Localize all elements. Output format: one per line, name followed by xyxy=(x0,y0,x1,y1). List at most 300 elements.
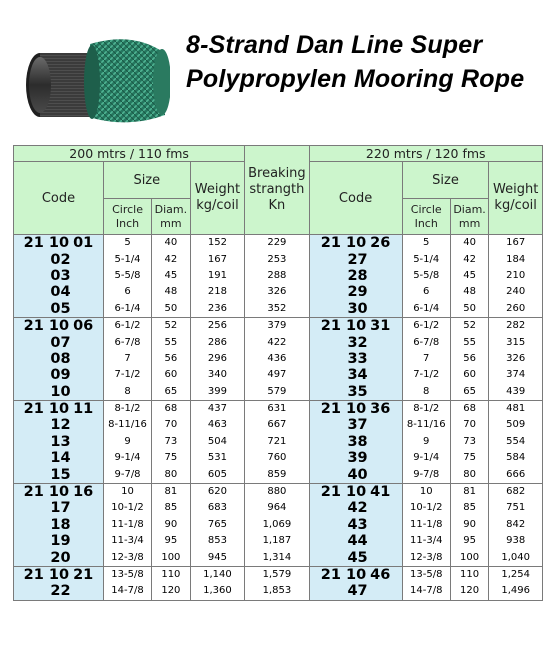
code-prefix: 21 10 xyxy=(320,567,367,583)
breaking-cell: 497 xyxy=(245,367,309,383)
code-cell xyxy=(14,466,104,483)
code-number: 07 xyxy=(50,334,71,351)
diam-label: Diam. xyxy=(154,202,188,216)
breaking-cell: 1,314 xyxy=(245,549,309,566)
weight-cell: 666 xyxy=(489,466,543,483)
table-row xyxy=(14,334,543,350)
code-header-right: Code xyxy=(309,162,402,235)
diam-cell: 50 xyxy=(152,301,191,318)
weight-cell: 236 xyxy=(190,301,245,318)
code-cell xyxy=(309,301,402,318)
weight-cell: 1,040 xyxy=(489,549,543,566)
diam-cell: 68 xyxy=(450,400,489,417)
mm-unit-label: mm xyxy=(160,216,182,230)
weight-cell: 256 xyxy=(190,317,245,334)
page-title xyxy=(186,28,524,96)
kn-unit-label: Kn xyxy=(268,198,286,213)
diam-cell: 95 xyxy=(152,533,191,549)
diam-cell: 73 xyxy=(450,434,489,450)
code-number: 22 xyxy=(50,583,71,600)
breaking-cell: 379 xyxy=(245,317,309,334)
diam-label: Diam. xyxy=(453,202,486,216)
code-number: 37 xyxy=(347,417,368,434)
weight-cell: 1,254 xyxy=(489,566,543,583)
weight-header-right xyxy=(489,162,543,235)
circle-cell: 5 xyxy=(402,235,450,252)
diam-cell: 56 xyxy=(450,351,489,367)
breaking-cell: 1,069 xyxy=(245,517,309,533)
strength-label: strangth xyxy=(249,182,305,197)
code-prefix: 21 10 xyxy=(23,235,70,252)
diam-cell: 80 xyxy=(450,466,489,483)
code-number: 10 xyxy=(50,383,71,400)
table-row xyxy=(14,351,543,367)
diam-cell: 120 xyxy=(152,583,191,600)
code-cell xyxy=(14,417,104,433)
title-line-2: Polypropylen Mooring Rope xyxy=(186,65,525,93)
code-number: 08 xyxy=(50,350,71,367)
code-cell xyxy=(14,566,104,583)
weight-cell: 296 xyxy=(190,351,245,367)
code-prefix: 21 10 xyxy=(320,484,367,501)
weight-cell: 315 xyxy=(489,334,543,350)
diam-header-right xyxy=(450,199,489,235)
row-group xyxy=(14,235,543,318)
weight-cell: 531 xyxy=(190,450,245,466)
weight-cell: 853 xyxy=(190,533,245,549)
breaking-cell: 1,853 xyxy=(245,583,309,600)
weight-cell: 374 xyxy=(489,367,543,383)
breaking-label: Breaking xyxy=(248,166,306,181)
title-line-1: 8-Strand Dan Line Super xyxy=(186,31,483,59)
diam-cell: 73 xyxy=(152,434,191,450)
diam-cell: 68 xyxy=(152,400,191,417)
code-number: 17 xyxy=(50,500,71,517)
weight-label: Weight xyxy=(194,182,241,197)
circle-cell: 10 xyxy=(103,483,151,500)
code-cell xyxy=(309,566,402,583)
code-number: 26 xyxy=(370,235,391,252)
code-cell xyxy=(309,483,402,500)
code-cell xyxy=(309,367,402,383)
code-number: 39 xyxy=(347,450,368,467)
diam-cell: 70 xyxy=(450,417,489,433)
code-prefix: 21 10 xyxy=(320,401,367,418)
size-header-right: Size xyxy=(402,162,489,199)
diam-cell: 100 xyxy=(152,549,191,566)
weight-cell: 1,140 xyxy=(190,566,245,583)
row-group xyxy=(14,566,543,600)
code-cell xyxy=(309,334,402,350)
weight-cell: 481 xyxy=(489,400,543,417)
weight-cell: 938 xyxy=(489,533,543,549)
code-number: 04 xyxy=(50,284,71,301)
code-header-left: Code xyxy=(14,162,104,235)
code-cell xyxy=(309,500,402,516)
code-prefix: 21 10 xyxy=(23,567,70,583)
weight-cell: 620 xyxy=(190,483,245,500)
weight-cell: 218 xyxy=(190,284,245,300)
code-number: 36 xyxy=(370,401,391,418)
circle-label: Circle xyxy=(410,202,442,216)
breaking-cell: 352 xyxy=(245,301,309,318)
code-prefix: 21 10 xyxy=(23,318,70,335)
code-cell xyxy=(14,268,104,284)
code-number: 16 xyxy=(73,484,94,501)
diam-cell: 40 xyxy=(450,235,489,252)
code-cell xyxy=(309,235,402,252)
circle-cell: 10-1/2 xyxy=(402,500,450,516)
code-number: 02 xyxy=(50,251,71,268)
diam-cell: 81 xyxy=(450,483,489,500)
table-row xyxy=(14,517,543,533)
circle-cell: 5-5/8 xyxy=(402,268,450,284)
table-header xyxy=(14,146,543,235)
code-cell xyxy=(309,549,402,566)
weight-cell: 1,360 xyxy=(190,583,245,600)
circle-cell: 9-7/8 xyxy=(402,466,450,483)
code-number: 03 xyxy=(50,267,71,284)
code-number: 34 xyxy=(347,367,368,384)
code-number: 12 xyxy=(50,417,71,434)
diam-cell: 48 xyxy=(450,284,489,300)
circle-label: Circle xyxy=(112,202,143,216)
diam-cell: 90 xyxy=(152,517,191,533)
code-number: 18 xyxy=(50,516,71,533)
diam-cell: 90 xyxy=(450,517,489,533)
diam-cell: 52 xyxy=(450,317,489,334)
circle-cell: 6 xyxy=(103,284,151,300)
circle-cell: 6-1/2 xyxy=(402,317,450,334)
code-prefix: 21 10 xyxy=(23,401,70,418)
diam-cell: 56 xyxy=(152,351,191,367)
code-number: 31 xyxy=(370,318,391,335)
circle-header-left xyxy=(103,199,151,235)
length-left-header: 200 mtrs / 110 fms xyxy=(14,146,245,162)
code-cell xyxy=(14,450,104,466)
code-cell xyxy=(309,268,402,284)
code-number: 05 xyxy=(50,300,71,317)
circle-cell: 9 xyxy=(103,434,151,450)
diam-cell: 55 xyxy=(450,334,489,350)
weight-cell: 152 xyxy=(190,235,245,252)
code-number: 47 xyxy=(347,583,368,600)
table-row xyxy=(14,417,543,433)
weight-cell: 504 xyxy=(190,434,245,450)
circle-cell: 5-1/4 xyxy=(402,251,450,267)
breaking-cell: 1,187 xyxy=(245,533,309,549)
breaking-strength-header xyxy=(245,146,309,235)
diam-cell: 65 xyxy=(152,384,191,401)
code-cell xyxy=(14,483,104,500)
code-cell xyxy=(14,317,104,334)
circle-cell: 8 xyxy=(103,384,151,401)
code-cell xyxy=(309,466,402,483)
diam-cell: 81 xyxy=(152,483,191,500)
code-cell xyxy=(309,434,402,450)
code-cell xyxy=(14,400,104,417)
table-row xyxy=(14,500,543,516)
code-cell xyxy=(14,517,104,533)
code-cell xyxy=(309,317,402,334)
circle-cell: 6-7/8 xyxy=(402,334,450,350)
weight-cell: 605 xyxy=(190,466,245,483)
diam-cell: 95 xyxy=(450,533,489,549)
code-cell xyxy=(309,583,402,600)
circle-cell: 13-5/8 xyxy=(103,566,151,583)
weight-cell: 240 xyxy=(489,284,543,300)
weight-cell: 765 xyxy=(190,517,245,533)
weight-cell: 437 xyxy=(190,400,245,417)
weight-cell: 260 xyxy=(489,301,543,318)
row-group xyxy=(14,400,543,483)
code-cell xyxy=(14,251,104,267)
weight-cell: 184 xyxy=(489,251,543,267)
breaking-cell: 422 xyxy=(245,334,309,350)
weight-cell: 751 xyxy=(489,500,543,516)
code-prefix: 21 10 xyxy=(320,235,367,252)
diam-cell: 45 xyxy=(152,268,191,284)
code-number: 11 xyxy=(73,401,94,418)
diam-cell: 52 xyxy=(152,317,191,334)
code-cell xyxy=(14,351,104,367)
diam-cell: 100 xyxy=(450,549,489,566)
diam-cell: 40 xyxy=(152,235,191,252)
weight-cell: 286 xyxy=(190,334,245,350)
diam-cell: 110 xyxy=(152,566,191,583)
circle-cell: 6-1/4 xyxy=(103,301,151,318)
length-right-header: 220 mtrs / 120 fms xyxy=(309,146,543,162)
circle-cell: 9-1/4 xyxy=(402,450,450,466)
breaking-cell: 880 xyxy=(245,483,309,500)
size-header-left: Size xyxy=(103,162,190,199)
circle-cell: 10-1/2 xyxy=(103,500,151,516)
code-cell xyxy=(14,284,104,300)
table-row xyxy=(14,268,543,284)
breaking-cell: 964 xyxy=(245,500,309,516)
circle-cell: 9 xyxy=(402,434,450,450)
code-number: 14 xyxy=(50,450,71,467)
weight-cell: 682 xyxy=(489,483,543,500)
code-number: 27 xyxy=(347,251,368,268)
code-cell xyxy=(309,384,402,401)
table-row xyxy=(14,384,543,401)
circle-cell: 10 xyxy=(402,483,450,500)
weight-cell: 326 xyxy=(489,351,543,367)
circle-cell: 5-1/4 xyxy=(103,251,151,267)
weight-cell: 683 xyxy=(190,500,245,516)
circle-cell: 14-7/8 xyxy=(103,583,151,600)
circle-cell: 6-1/2 xyxy=(103,317,151,334)
circle-cell: 6-1/4 xyxy=(402,301,450,318)
circle-cell: 6 xyxy=(402,284,450,300)
code-number: 45 xyxy=(347,549,368,566)
table-row xyxy=(14,450,543,466)
circle-cell: 8-1/2 xyxy=(103,400,151,417)
breaking-cell: 631 xyxy=(245,400,309,417)
spec-table xyxy=(13,145,543,601)
diam-header-left xyxy=(152,199,191,235)
weight-cell: 554 xyxy=(489,434,543,450)
table-row xyxy=(14,367,543,383)
code-number: 09 xyxy=(50,367,71,384)
code-cell xyxy=(14,533,104,549)
circle-cell: 8 xyxy=(402,384,450,401)
weight-cell: 1,496 xyxy=(489,583,543,600)
circle-cell: 9-7/8 xyxy=(103,466,151,483)
breaking-cell: 253 xyxy=(245,251,309,267)
weight-cell: 439 xyxy=(489,384,543,401)
code-number: 32 xyxy=(347,334,368,351)
code-number: 40 xyxy=(347,466,368,483)
circle-cell: 13-5/8 xyxy=(402,566,450,583)
diam-cell: 48 xyxy=(152,284,191,300)
circle-cell: 5-5/8 xyxy=(103,268,151,284)
weight-cell: 584 xyxy=(489,450,543,466)
code-number: 13 xyxy=(50,433,71,450)
breaking-cell: 760 xyxy=(245,450,309,466)
code-number: 30 xyxy=(347,300,368,317)
circle-cell: 7-1/2 xyxy=(402,367,450,383)
circle-cell: 8-1/2 xyxy=(402,400,450,417)
code-cell xyxy=(14,384,104,401)
breaking-cell: 436 xyxy=(245,351,309,367)
diam-cell: 80 xyxy=(152,466,191,483)
code-number: 28 xyxy=(347,267,368,284)
diam-cell: 70 xyxy=(152,417,191,433)
weight-cell: 509 xyxy=(489,417,543,433)
table-row xyxy=(14,483,543,500)
row-group xyxy=(14,483,543,566)
diam-cell: 55 xyxy=(152,334,191,350)
diam-cell: 60 xyxy=(152,367,191,383)
breaking-cell: 1,579 xyxy=(245,566,309,583)
code-number: 33 xyxy=(347,350,368,367)
circle-cell: 12-3/8 xyxy=(402,549,450,566)
weight-label: Weight xyxy=(493,182,539,197)
circle-cell: 11-3/4 xyxy=(402,533,450,549)
weight-cell: 399 xyxy=(190,384,245,401)
circle-cell: 5 xyxy=(103,235,151,252)
weight-unit-label: kg/coil xyxy=(196,198,239,213)
table-row xyxy=(14,583,543,600)
code-cell xyxy=(309,251,402,267)
diam-cell: 75 xyxy=(450,450,489,466)
weight-cell: 945 xyxy=(190,549,245,566)
circle-cell: 7 xyxy=(402,351,450,367)
breaking-cell: 229 xyxy=(245,235,309,252)
code-number: 35 xyxy=(347,383,368,400)
code-number: 44 xyxy=(347,533,368,550)
code-number: 29 xyxy=(347,284,368,301)
diam-cell: 45 xyxy=(450,268,489,284)
code-prefix: 21 10 xyxy=(320,318,367,335)
code-number: 38 xyxy=(347,433,368,450)
breaking-cell: 288 xyxy=(245,268,309,284)
code-cell xyxy=(14,549,104,566)
code-cell xyxy=(14,583,104,600)
mm-unit-label: mm xyxy=(458,216,481,230)
circle-cell: 6-7/8 xyxy=(103,334,151,350)
table-row xyxy=(14,235,543,252)
code-cell xyxy=(309,517,402,533)
diam-cell: 42 xyxy=(152,251,191,267)
page-header xyxy=(0,0,549,140)
diam-cell: 75 xyxy=(152,450,191,466)
diam-cell: 85 xyxy=(450,500,489,516)
breaking-cell: 859 xyxy=(245,466,309,483)
code-number: 15 xyxy=(50,466,71,483)
row-group xyxy=(14,317,543,400)
table-row xyxy=(14,301,543,318)
code-number: 21 xyxy=(73,567,94,583)
weight-cell: 191 xyxy=(190,268,245,284)
diam-cell: 85 xyxy=(152,500,191,516)
circle-cell: 8-11/16 xyxy=(402,417,450,433)
weight-header-left xyxy=(190,162,245,235)
circle-cell: 7-1/2 xyxy=(103,367,151,383)
code-prefix: 21 10 xyxy=(23,484,70,501)
table-row xyxy=(14,284,543,300)
code-cell xyxy=(309,351,402,367)
diam-cell: 110 xyxy=(450,566,489,583)
code-number: 43 xyxy=(347,516,368,533)
table-row xyxy=(14,466,543,483)
code-cell xyxy=(14,334,104,350)
code-cell xyxy=(309,533,402,549)
weight-cell: 842 xyxy=(489,517,543,533)
code-cell xyxy=(309,417,402,433)
diam-cell: 120 xyxy=(450,583,489,600)
circle-cell: 8-11/16 xyxy=(103,417,151,433)
code-cell xyxy=(14,235,104,252)
table-row xyxy=(14,533,543,549)
diam-cell: 65 xyxy=(450,384,489,401)
table-row xyxy=(14,549,543,566)
code-number: 41 xyxy=(370,484,391,501)
weight-cell: 463 xyxy=(190,417,245,433)
weight-cell: 340 xyxy=(190,367,245,383)
weight-cell: 210 xyxy=(489,268,543,284)
code-cell xyxy=(14,500,104,516)
breaking-cell: 721 xyxy=(245,434,309,450)
circle-cell: 14-7/8 xyxy=(402,583,450,600)
code-number: 06 xyxy=(73,318,94,335)
weight-unit-label: kg/coil xyxy=(494,198,537,213)
code-cell xyxy=(14,301,104,318)
inch-unit-label: Inch xyxy=(115,216,140,230)
circle-cell: 12-3/8 xyxy=(103,549,151,566)
table-row xyxy=(14,251,543,267)
weight-cell: 167 xyxy=(489,235,543,252)
rope-coil-image xyxy=(20,30,170,130)
code-cell xyxy=(309,284,402,300)
code-number: 20 xyxy=(50,549,71,566)
code-number: 01 xyxy=(73,235,94,252)
circle-cell: 11-1/8 xyxy=(103,517,151,533)
diam-cell: 42 xyxy=(450,251,489,267)
circle-cell: 9-1/4 xyxy=(103,450,151,466)
code-number: 42 xyxy=(347,500,368,517)
code-cell xyxy=(14,367,104,383)
breaking-cell: 326 xyxy=(245,284,309,300)
diam-cell: 50 xyxy=(450,301,489,318)
circle-cell: 11-1/8 xyxy=(402,517,450,533)
code-cell xyxy=(14,434,104,450)
table-row xyxy=(14,434,543,450)
circle-cell: 7 xyxy=(103,351,151,367)
circle-cell: 11-3/4 xyxy=(103,533,151,549)
